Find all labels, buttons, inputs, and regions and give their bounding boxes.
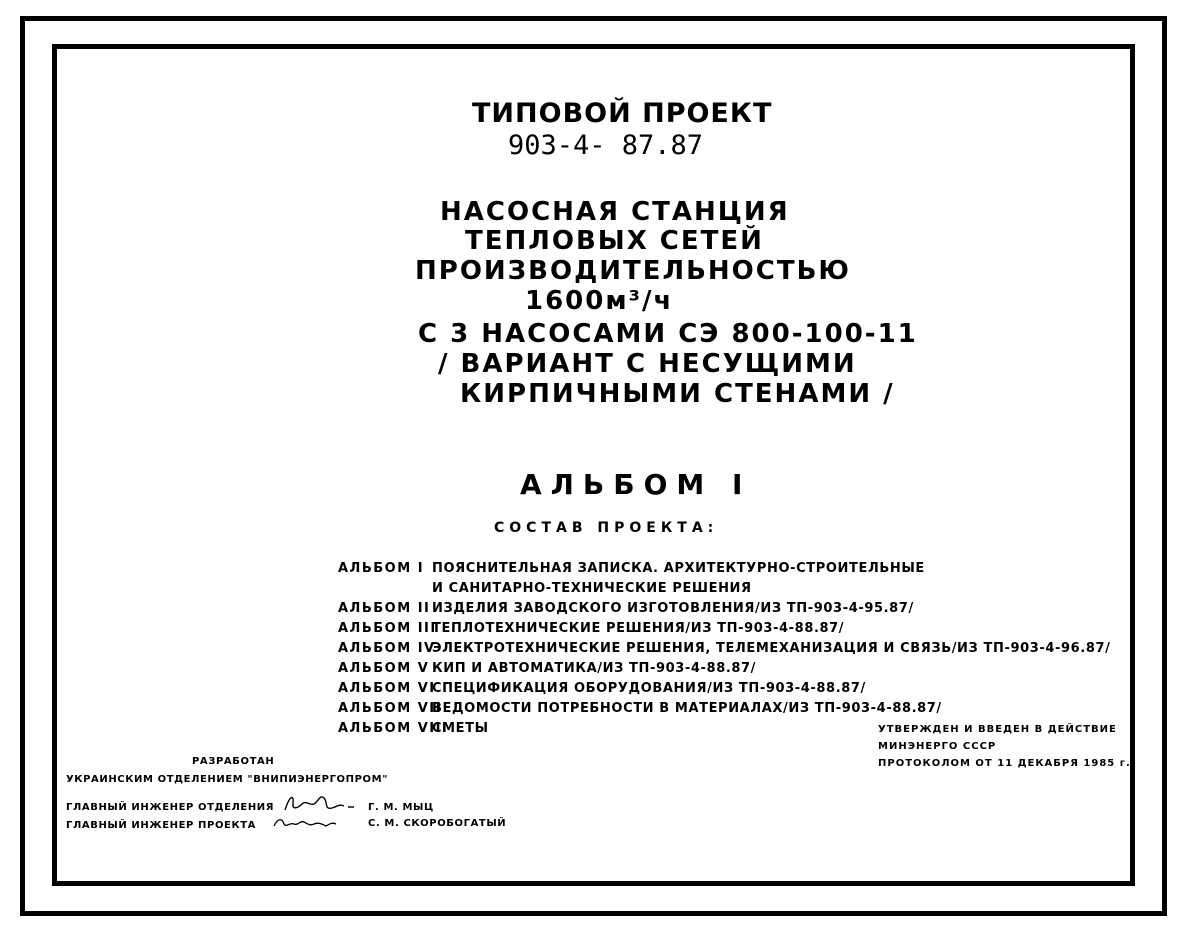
- album-code: АЛЬБОМ I: [338, 561, 425, 576]
- project-name-line-7: КИРПИЧНЫМИ СТЕНАМИ /: [460, 379, 895, 409]
- approval-line-3: ПРОТОКОЛОМ ОТ 11 ДЕКАБРЯ 1985 г.: [878, 758, 1131, 769]
- document-type-title: ТИПОВОЙ ПРОЕКТ: [472, 98, 773, 129]
- approval-line-2: МИНЭНЕРГО СССР: [878, 741, 997, 752]
- album-code: АЛЬБОМ VI: [338, 681, 436, 696]
- album-row: [338, 701, 942, 716]
- album-description: СМЕТЫ: [432, 721, 489, 736]
- album-description: КИП И АВТОМАТИКА/ИЗ ТП-903-4-88.87/: [432, 661, 757, 676]
- developer-organization: УКРАИНСКИМ ОТДЕЛЕНИЕМ "ВНИПИЭНЕРГОПРОМ": [66, 774, 389, 785]
- album-code: АЛЬБОМ VII: [338, 701, 442, 716]
- album-row: [338, 561, 925, 576]
- signature-role-2: ГЛАВНЫЙ ИНЖЕНЕР ПРОЕКТА: [66, 820, 257, 831]
- album-description: СПЕЦИФИКАЦИЯ ОБОРУДОВАНИЯ/ИЗ ТП-903-4-88.87/: [432, 681, 866, 696]
- album-row: [338, 581, 752, 596]
- project-name-line-3: ПРОИЗВОДИТЕЛЬНОСТЬЮ: [415, 256, 851, 286]
- composition-heading: СОСТАВ ПРОЕКТА:: [494, 520, 719, 536]
- album-description: ВЕДОМОСТИ ПОТРЕБНОСТИ В МАТЕРИАЛАХ/ИЗ ТП-903-4-88.87/: [432, 701, 942, 716]
- album-description: ПОЯСНИТЕЛЬНАЯ ЗАПИСКА. АРХИТЕКТУРНО-СТРОИТЕЛЬНЫЕ: [432, 561, 925, 576]
- signature-name-2: С. М. СКОРОБОГАТЫЙ: [368, 818, 507, 829]
- album-row: [338, 601, 914, 616]
- album-description: ЭЛЕКТРОТЕХНИЧЕСКИЕ РЕШЕНИЯ, ТЕЛЕМЕХАНИЗАЦИЯ И СВЯЗЬ/ИЗ ТП-903-4-96.87/: [432, 641, 1111, 656]
- album-description: И САНИТАРНО-ТЕХНИЧЕСКИЕ РЕШЕНИЯ: [432, 581, 752, 596]
- handwritten-signature-2: [270, 812, 340, 832]
- project-number: 903-4- 87.87: [508, 130, 704, 161]
- project-name-line-6: / ВАРИАНТ С НЕСУЩИМИ: [438, 349, 857, 379]
- project-name-line-2: ТЕПЛОВЫХ СЕТЕЙ: [465, 226, 764, 256]
- project-name-line-5: С 3 НАСОСАМИ СЭ 800-100-11: [418, 319, 918, 349]
- approval-line-1: УТВЕРЖДЕН И ВВЕДЕН В ДЕЙСТВИЕ: [878, 724, 1117, 735]
- album-code: АЛЬБОМ V: [338, 661, 430, 676]
- album-description: ИЗДЕЛИЯ ЗАВОДСКОГО ИЗГОТОВЛЕНИЯ/ИЗ ТП-903-4-95.87/: [432, 601, 914, 616]
- album-row: [338, 641, 1111, 656]
- album-row: [338, 721, 489, 736]
- project-name-line-1: НАСОСНАЯ СТАНЦИЯ: [440, 197, 790, 227]
- album-row: [338, 621, 844, 636]
- album-code: АЛЬБОМ VIII: [338, 721, 449, 736]
- developer-label: РАЗРАБОТАН: [192, 756, 275, 767]
- album-code: АЛЬБОМ III: [338, 621, 437, 636]
- album-title: АЛЬБОМ I: [520, 468, 752, 501]
- signature-role-1: ГЛАВНЫЙ ИНЖЕНЕР ОТДЕЛЕНИЯ: [66, 802, 275, 813]
- album-code: АЛЬБОМ II: [338, 601, 431, 616]
- album-code: АЛЬБОМ IV: [338, 641, 436, 656]
- album-description: ТЕПЛОТЕХНИЧЕСКИЕ РЕШЕНИЯ/ИЗ ТП-903-4-88.87/: [432, 621, 845, 636]
- album-row: [338, 661, 756, 676]
- signature-name-1: Г. М. МЫЦ: [368, 802, 434, 813]
- project-name-line-4: 1600м³/ч: [525, 286, 674, 316]
- album-row: [338, 681, 866, 696]
